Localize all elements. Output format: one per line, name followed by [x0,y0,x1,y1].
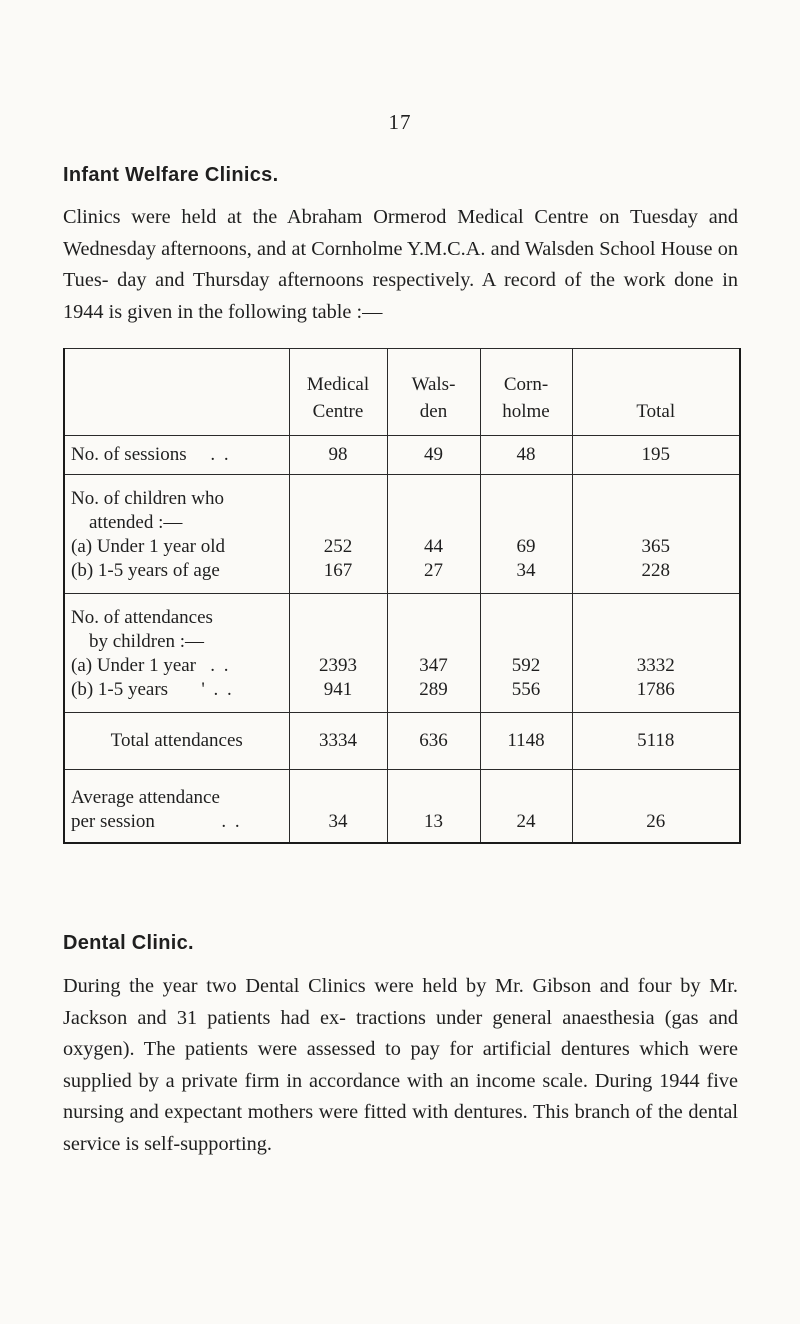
cell-value-pair: 252 167 [289,475,387,594]
cell-value: 49 [387,436,480,475]
table-row-average [64,770,740,844]
table-row-total [64,713,740,770]
row-label: No. of sessions . . [64,436,289,475]
header-medical-centre: Medical Centre [289,349,387,436]
cell-value: 98 [289,436,387,475]
clinic-statistics-table [63,348,741,844]
table-row-children [64,475,740,594]
cell-value-pair: 365 228 [572,475,740,594]
dental-clinic-heading: Dental Clinic. [63,932,194,954]
cell-value: 26 [572,770,740,844]
header-total: Total [572,349,740,436]
cell-value: 195 [572,436,740,475]
cell-value-pair: 44 27 [387,475,480,594]
cell-value: 1148 [480,713,572,770]
infant-welfare-heading: Infant Welfare Clinics. [63,164,279,186]
cell-value-pair: 2393 941 [289,594,387,713]
row-label: Total attendances [64,713,289,770]
cell-value: 5118 [572,713,740,770]
cell-value-pair: 347 289 [387,594,480,713]
row-label: Average attendance per session . . [64,770,289,844]
table-row-attendances [64,594,740,713]
header-cornholme: Corn- holme [480,349,572,436]
cell-value: 3334 [289,713,387,770]
page-number: 17 [388,110,412,134]
cell-value-pair: 592 556 [480,594,572,713]
dental-clinic-paragraph: During the year two Dental Clinics were held by Mr. Gibson and four by Mr. Jackson and 31 patients had ex- tractions under general anaesthesia (gas and oxygen). The patients were assessed to pay for artificial dentures which were supplied by a private firm in accordance with an income scale. During 1944 five nursing and expectant mothers were fitted with dentures. This branch of the dental service is self-supporting. [63,975,738,1155]
table-row-sessions [64,436,740,475]
cell-value: 48 [480,436,572,475]
clinic-table-wrapper [63,348,741,844]
cell-value: 636 [387,713,480,770]
row-label: No. of children who attended :— (a) Under 1 year old (b) 1-5 years of age [64,475,289,594]
row-label: No. of attendances by children :— (a) Under 1 year . . (b) 1-5 years ' . . [64,594,289,713]
cell-value-pair: 3332 1786 [572,594,740,713]
header-blank [64,349,289,436]
header-walsden: Wals- den [387,349,480,436]
cell-value: 34 [289,770,387,844]
infant-welfare-paragraph: Clinics were held at the Abraham Ormerod Medical Centre on Tuesday and Wednesday afternoons, and at Cornholme Y.M.C.A. and Walsden School House on Tues- day and Thursday afternoons respectively. A record of the work done in 1944 is given in the following table :— [63,206,738,323]
cell-value: 13 [387,770,480,844]
cell-value: 24 [480,770,572,844]
cell-value-pair: 69 34 [480,475,572,594]
